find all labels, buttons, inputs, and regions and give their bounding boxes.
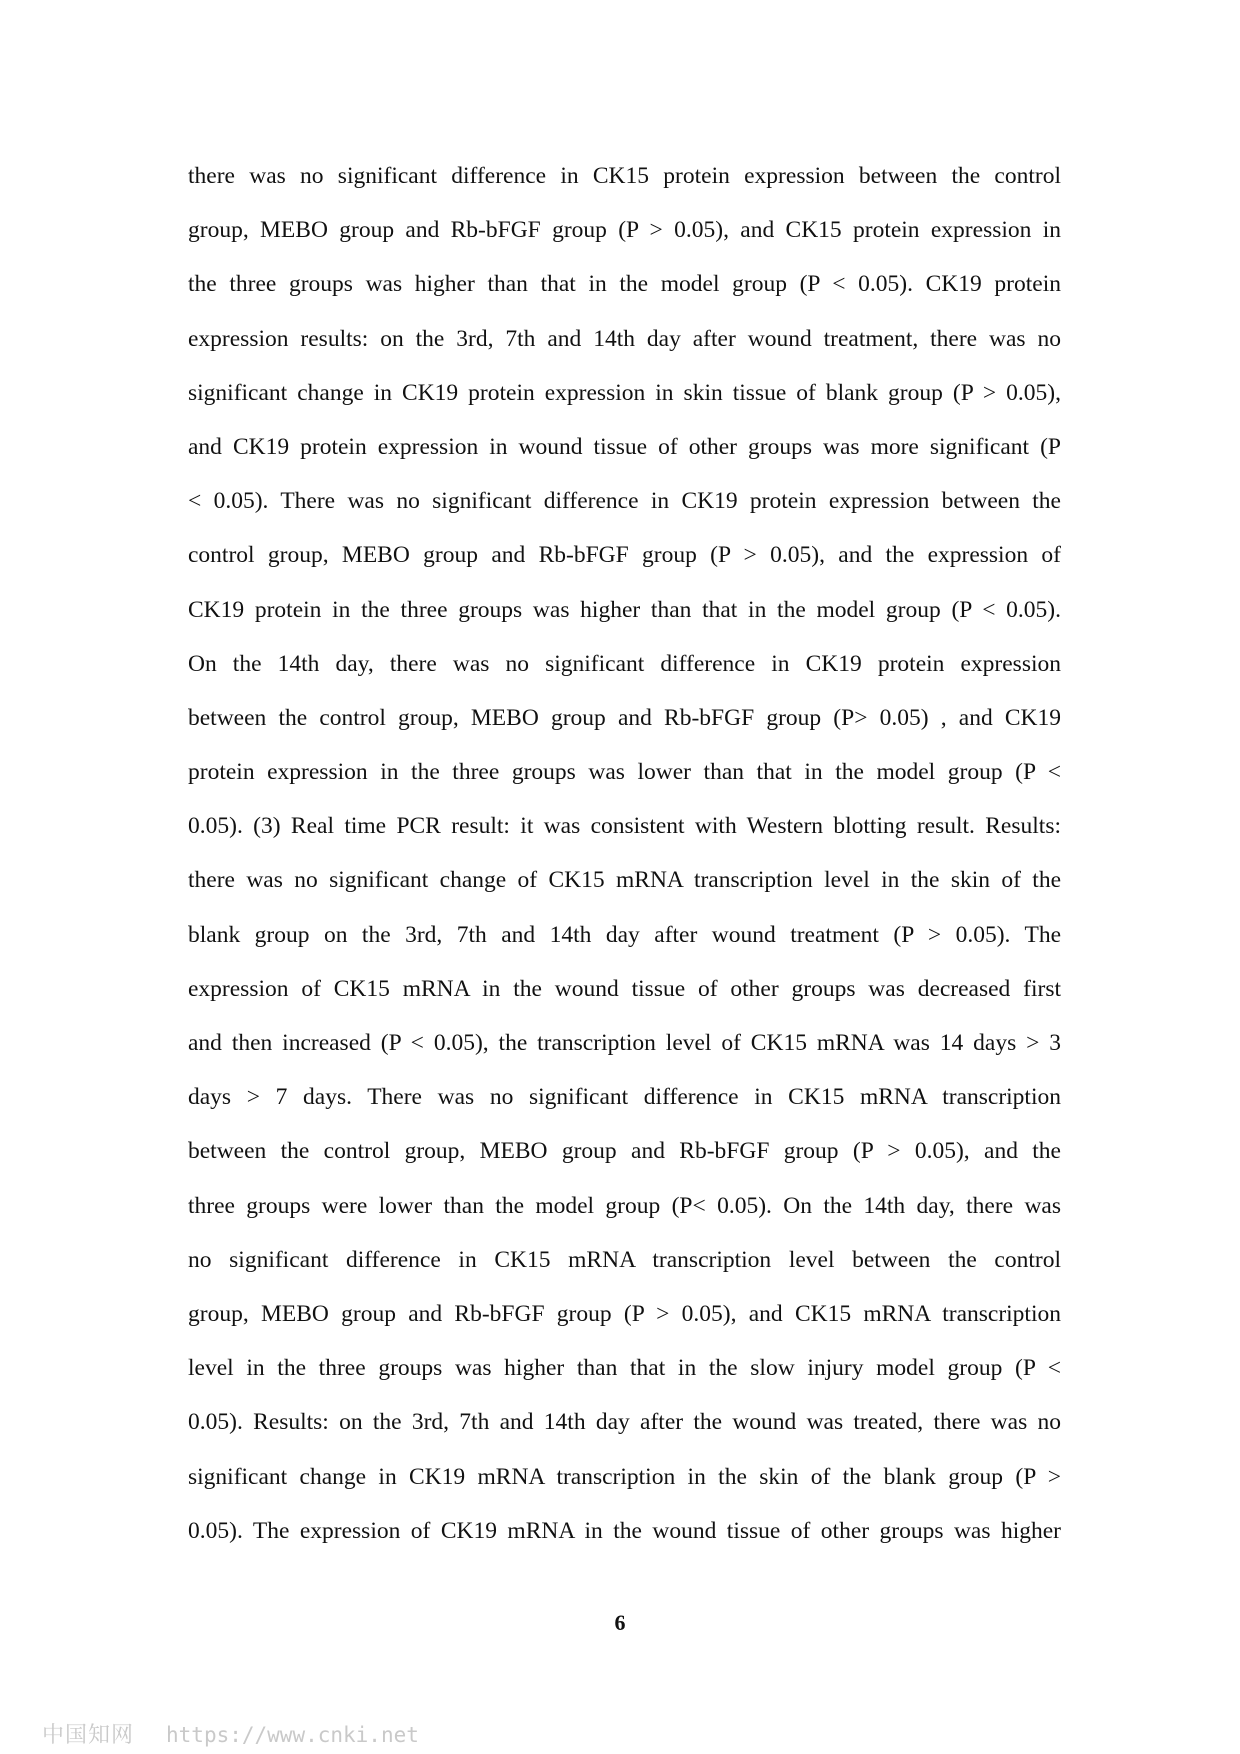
text-line: three groups were lower than the model group (P< 0.05). On the 14th day, there was [188,1192,1061,1219]
text-line: between the control group, MEBO group and Rb-bFGF group (P > 0.05), and the [188,1138,1061,1165]
text-line: On the 14th day, there was no significant difference in CK19 protein expression [188,650,1061,677]
watermark-site-name: 中国知网 [42,1723,135,1748]
text-line: group, MEBO group and Rb-bFGF group (P > 0.05), and CK15 protein expression in [188,217,1061,244]
text-line: significant change in CK19 mRNA transcription in the skin of the blank group (P > [188,1463,1061,1490]
text-line: between the control group, MEBO group and Rb-bFGF group (P> 0.05) , and CK19 [188,704,1061,731]
page-number: 6 [614,1610,626,1635]
text-line: there was no significant difference in CK15 protein expression between the control [188,163,1061,189]
text-line: the three groups was higher than that in the model group (P < 0.05). CK19 protein [188,271,1061,298]
text-line: < 0.05). There was no significant difference in CK19 protein expression between the [188,488,1061,515]
watermark-url: https://www.cnki.net [166,1723,419,1747]
text-line: blank group on the 3rd, 7th and 14th day after wound treatment (P > 0.05). The [188,921,1061,948]
text-line: and then increased (P < 0.05), the transcription level of CK15 mRNA was 14 days > 3 [188,1030,1061,1056]
text-line: CK19 protein in the three groups was higher than that in the model group (P < 0.05). [188,596,1061,623]
body-text [188,158,1061,1567]
text-line: control group, MEBO group and Rb-bFGF group (P > 0.05), and the expression of [188,542,1061,569]
text-line: significant change in CK19 protein expression in skin tissue of blank group (P > 0.05), [188,379,1061,406]
text-line: expression of CK15 mRNA in the wound tissue of other groups was decreased first [188,975,1061,1002]
text-line: protein expression in the three groups was lower than that in the model group (P < [188,759,1061,786]
text-line: no significant difference in CK15 mRNA transcription level between the control [188,1246,1061,1273]
text-line: 0.05). (3) Real time PCR result: it was consistent with Western blotting result. Results: [188,813,1061,840]
text-line: 0.05). The expression of CK19 mRNA in the wound tissue of other groups was higher [188,1517,1061,1544]
text-line: group, MEBO group and Rb-bFGF group (P > 0.05), and CK15 mRNA transcription [188,1300,1061,1327]
text-line: there was no significant change of CK15 mRNA transcription level in the skin of the [188,867,1061,894]
text-line: and CK19 protein expression in wound tissue of other groups was more significant (P [188,433,1061,460]
text-line: expression results: on the 3rd, 7th and 14th day after wound treatment, there was no [188,325,1061,352]
text-line: 0.05). Results: on the 3rd, 7th and 14th day after the wound was treated, there was no [188,1409,1061,1436]
text-line: days > 7 days. There was no significant difference in CK15 mRNA transcription [188,1084,1061,1111]
watermark [42,1718,419,1749]
text-line: level in the three groups was higher than that in the slow injury model group (P < [188,1355,1061,1382]
